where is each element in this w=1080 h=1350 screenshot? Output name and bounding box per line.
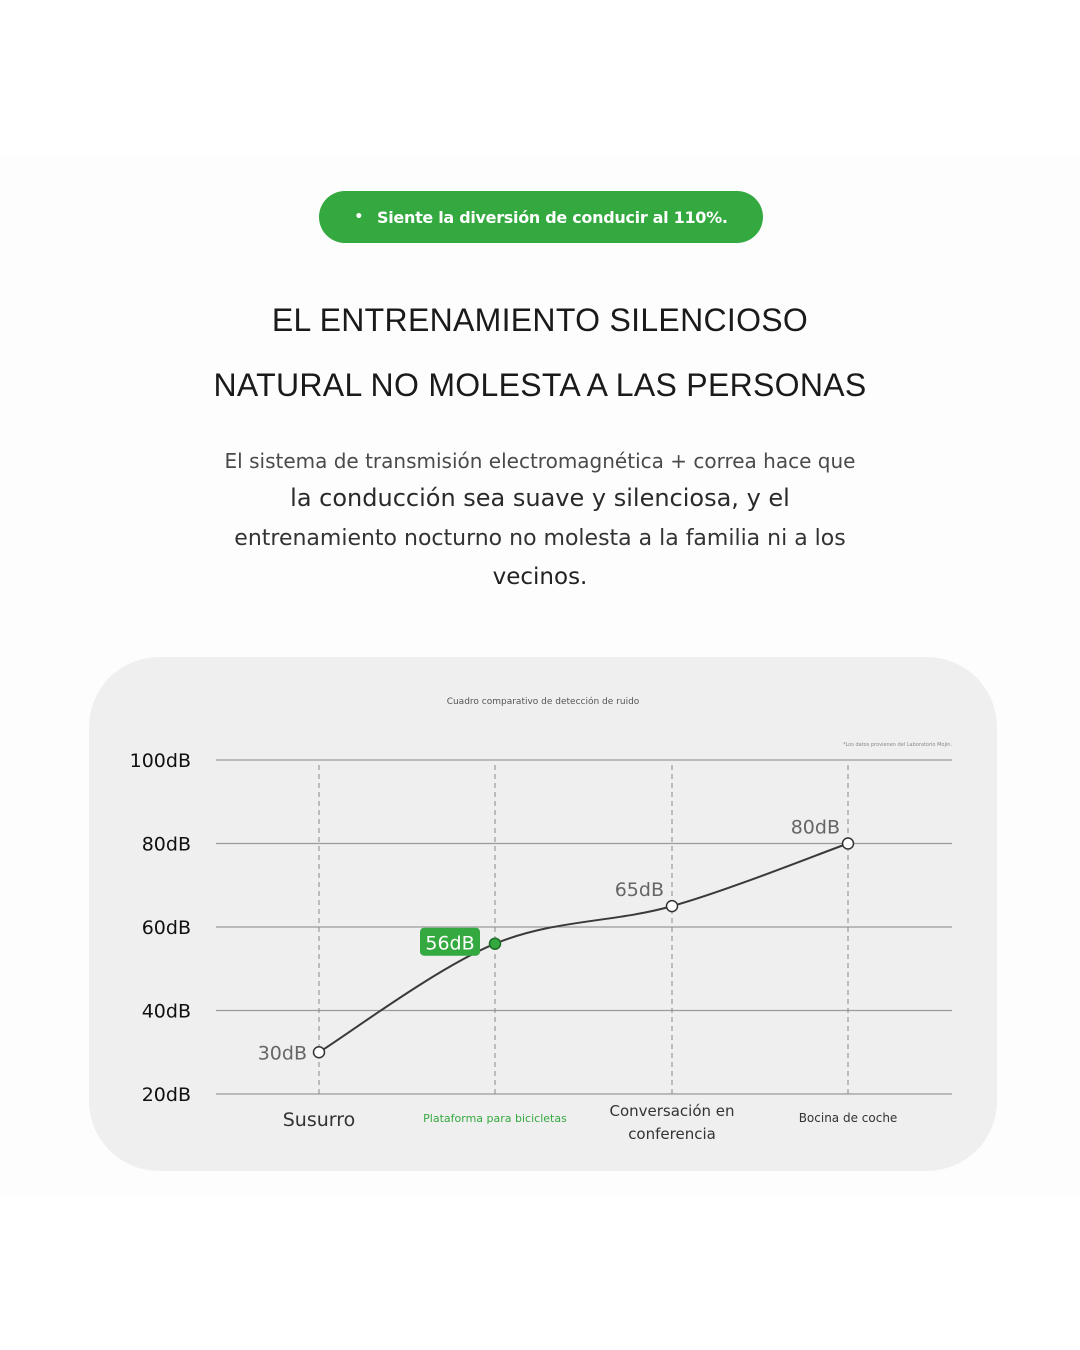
x-category-label: Susurro: [282, 1109, 356, 1131]
y-tick-label: 60dB: [141, 917, 191, 939]
x-category-label: Plataforma para bicicletas: [423, 1112, 567, 1125]
description-line-4: vecinos.: [492, 564, 588, 590]
y-tick-label: 80dB: [141, 833, 191, 856]
data-label: 65dB: [614, 879, 664, 902]
chart-title: Cuadro comparativo de detección de ruido: [446, 697, 640, 707]
data-point: [667, 901, 678, 912]
y-tick-label: 100dB: [129, 750, 191, 772]
page-title-line-1: EL ENTRENAMIENTO SILENCIOSO: [271, 302, 809, 338]
description-line-1: El sistema de transmisión electromagnética + correa hace que: [224, 449, 856, 473]
series-line: [319, 844, 848, 1053]
x-category-label: Bocina de coche: [798, 1111, 898, 1125]
data-label: 56dB: [425, 932, 475, 955]
tagline-text: Siente la diversión de conducir al 110%.: [377, 207, 728, 227]
data-point: [314, 1047, 325, 1058]
data-point: [843, 838, 854, 849]
x-category-label: conferencia: [628, 1125, 716, 1143]
y-tick-label: 40dB: [141, 1000, 191, 1023]
description-line-2: la conducción sea suave y silenciosa, y el: [290, 484, 790, 512]
description-line-3: entrenamiento nocturno no molesta a la familia ni a los: [234, 526, 846, 551]
data-label: 80dB: [790, 816, 840, 839]
data-point: [490, 938, 501, 949]
bullet-icon: •: [354, 209, 364, 225]
page-title-line-2: NATURAL NO MOLESTA A LAS PERSONAS: [213, 367, 867, 403]
y-tick-label: 20dB: [141, 1084, 191, 1106]
x-category-label: Conversación en: [609, 1102, 735, 1120]
data-label: 30dB: [257, 1042, 307, 1065]
chart-source-note: *Los datos provienen del Laboratorio Mojin.: [843, 742, 952, 748]
